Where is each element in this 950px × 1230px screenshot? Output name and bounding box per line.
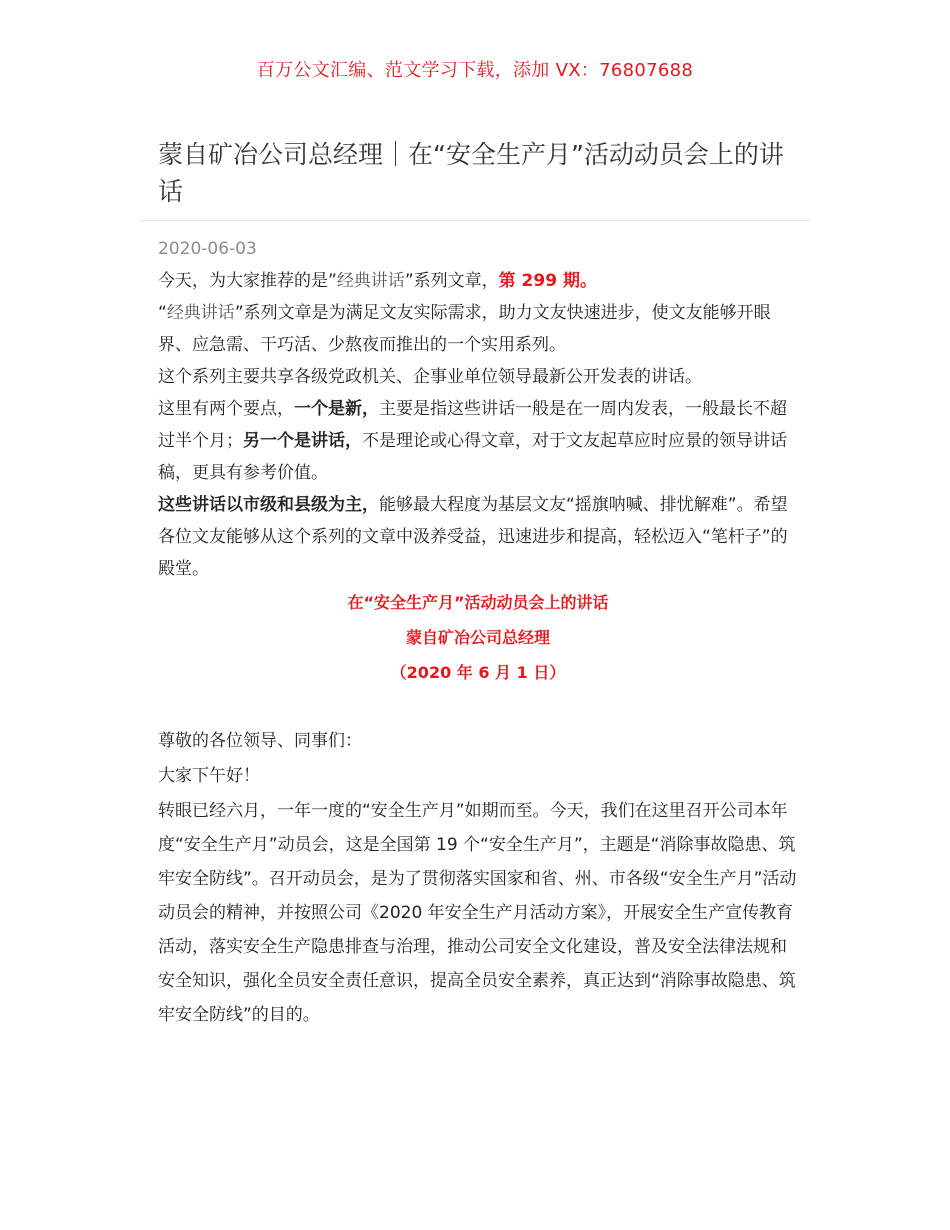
spacer: [158, 690, 798, 724]
series-name: 经典讲话: [166, 303, 235, 323]
promo-banner: 百万公文汇编、范文学习下载，添加 VX：76807688: [256, 60, 694, 81]
speech-date: （2020 年 6 月 1 日）: [390, 663, 566, 682]
intro-paragraph-3: 这个系列主要共享各级党政机关、企事业单位领导最新公开发表的讲话。: [158, 367, 702, 387]
article-body: [158, 265, 798, 1032]
article-title: 蒙自矿冶公司总经理｜在“安全生产月”活动动员会上的讲话: [158, 140, 784, 206]
speech-heading: 在“安全生产月”活动动员会上的讲话: [347, 593, 609, 612]
issue-number: 第 299 期。: [498, 271, 597, 291]
speech-salutation: 尊敬的各位领导、同事们：: [158, 731, 362, 751]
speech-speaker: 蒙自矿冶公司总经理: [405, 628, 550, 647]
intro-paragraph-2: “经典讲话”系列文章是为满足文友实际需求，助力文友快速进步，使文友能够开眼界、应急需、干巧活、少熬夜而推出的一个实用系列。: [158, 303, 771, 355]
intro-paragraph-4: 这里有两个要点，一个是新，主要是指这些讲话一般是在一周内发表，一般最长不超过半个月；另一个是讲话，不是理论或心得文章，对于文友起草应时应景的领导讲话稿，更具有参考价值。: [158, 399, 787, 483]
speech-body: 转眼已经六月，一年一度的“安全生产月”如期而至。今天，我们在这里召开公司本年度“安全生产月”动员会，这是全国第 19 个“安全生产月”，主题是“消除事故隐患、筑牢安全防线”。召开动员会，是为了贯彻落实国家和省、州、市各级“安全生产月”活动动员会的精神，并按照公司《2020 年安全生产月活动方案》，开展安全生产宣传教育活动，落实安全生产隐患排查与治理，推动公司安全文化建设，普及安全法律法规和安全知识，强化全员安全责任意识，提高全员安全素养，真正达到“消除事故隐患、筑牢安全防线”的目的。: [158, 801, 797, 1025]
intro-paragraph-1: 今天，为大家推荐的是”经典讲话”系列文章，第 299 期。: [158, 271, 597, 291]
article-date: 2020-06-03: [158, 239, 257, 259]
series-name: 经典讲话: [336, 271, 405, 291]
intro-paragraph-5: 这些讲话以市级和县级为主，能够最大程度为基层文友“摇旗呐喊、排忧解难”。希望各位文友能够从这个系列的文章中汲养受益，迅速进步和提高，轻松迈入“笔杆子”的殿堂。: [158, 495, 788, 579]
speech-greeting: 大家下午好！: [158, 766, 260, 786]
title-divider: [140, 220, 810, 221]
